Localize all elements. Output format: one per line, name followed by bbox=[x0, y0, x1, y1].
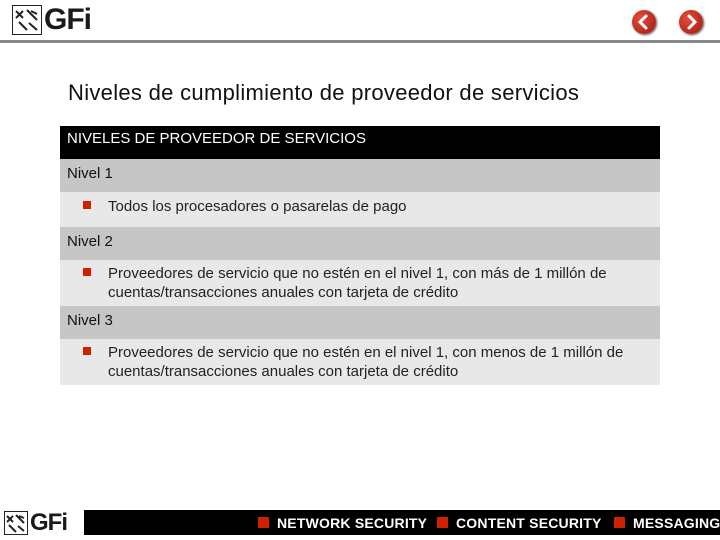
gfi-footer-logo bbox=[4, 511, 67, 535]
gfi-logo bbox=[12, 5, 91, 35]
level-title: Nivel 2 bbox=[60, 227, 660, 260]
table-header: NIVELES DE PROVEEDOR DE SERVICIOS bbox=[60, 126, 660, 159]
footer-label: CONTENT SECURITY bbox=[456, 514, 602, 531]
level-item-text: Proveedores de servicio que no estén en el nivel 1, con más de 1 millón de cuentas/transacciones anuales con tarjeta de crédito bbox=[108, 265, 607, 301]
chevron-left-icon bbox=[632, 10, 656, 34]
gfi-logo-text: GFi bbox=[44, 3, 91, 36]
footer-bar bbox=[84, 510, 720, 535]
bullet-square-icon bbox=[83, 201, 91, 209]
gfi-logo-mark-icon bbox=[12, 5, 42, 35]
bullet-square-icon bbox=[614, 517, 625, 528]
gfi-logo-mark-icon bbox=[4, 511, 28, 535]
level-title: Nivel 1 bbox=[60, 159, 660, 192]
level-item bbox=[60, 192, 660, 227]
footer-network-security bbox=[258, 510, 427, 535]
next-slide-button[interactable] bbox=[679, 10, 703, 34]
header-divider bbox=[0, 40, 720, 43]
level-item-text: Proveedores de servicio que no estén en el nivel 1, con menos de 1 millón de cuentas/transacciones anuales con tarjeta de crédito bbox=[108, 344, 624, 380]
footer-content-security bbox=[437, 510, 602, 535]
chevron-right-icon bbox=[679, 10, 703, 34]
page-title: Niveles de cumplimiento de proveedor de servicios bbox=[68, 80, 580, 105]
level-item-text: Todos los procesadores o pasarelas de pago bbox=[108, 198, 407, 215]
level-item bbox=[60, 339, 660, 385]
slide-header bbox=[0, 0, 720, 44]
bullet-square-icon bbox=[83, 268, 91, 276]
previous-slide-button[interactable] bbox=[632, 10, 656, 34]
service-provider-levels-table bbox=[60, 126, 660, 385]
footer-messaging bbox=[614, 510, 720, 535]
level-title: Nivel 3 bbox=[60, 306, 660, 339]
bullet-square-icon bbox=[437, 517, 448, 528]
footer-label: NETWORK SECURITY bbox=[277, 514, 428, 531]
bullet-square-icon bbox=[83, 347, 91, 355]
footer-label: MESSAGING bbox=[633, 514, 720, 531]
level-item bbox=[60, 260, 660, 306]
bullet-square-icon bbox=[258, 517, 269, 528]
gfi-logo-text: GFi bbox=[30, 509, 67, 536]
